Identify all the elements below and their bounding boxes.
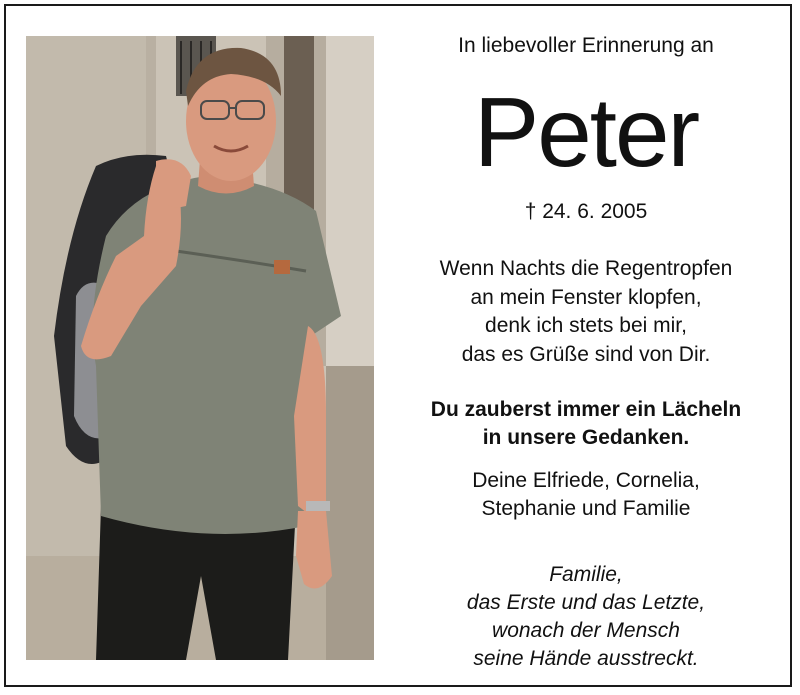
- signature-line: Stephanie und Familie: [481, 497, 691, 520]
- quote-line: seine Hände ausstreckt.: [473, 647, 699, 670]
- poem-line: Wenn Nachts die Regentropfen: [439, 257, 733, 280]
- quote-line: das Erste und das Letzte,: [466, 591, 706, 614]
- quote-line: Familie,: [549, 563, 623, 586]
- quote-line: wonach der Mensch: [492, 619, 680, 642]
- deceased-name: Peter: [473, 77, 699, 187]
- highlight-line: in unsere Gedanken.: [482, 426, 690, 449]
- poem-line: an mein Fenster klopfen,: [470, 285, 702, 309]
- poem-line: das es Grüße sind von Dir.: [461, 342, 711, 366]
- death-date: † 24. 6. 2005: [524, 200, 648, 223]
- portrait-illustration: [26, 36, 374, 660]
- signature: [390, 467, 782, 523]
- highlight-text: [390, 396, 782, 452]
- highlight-line: Du zauberst immer ein Lächeln: [430, 398, 742, 421]
- intro-line: In liebevoller Erinnerung an: [458, 34, 714, 57]
- portrait-photo: [26, 36, 374, 660]
- closing-quote: [390, 561, 782, 673]
- poem-line: denk ich stets bei mir,: [485, 314, 687, 337]
- poem: [390, 255, 782, 369]
- signature-line: Deine Elfriede, Cornelia,: [472, 469, 700, 492]
